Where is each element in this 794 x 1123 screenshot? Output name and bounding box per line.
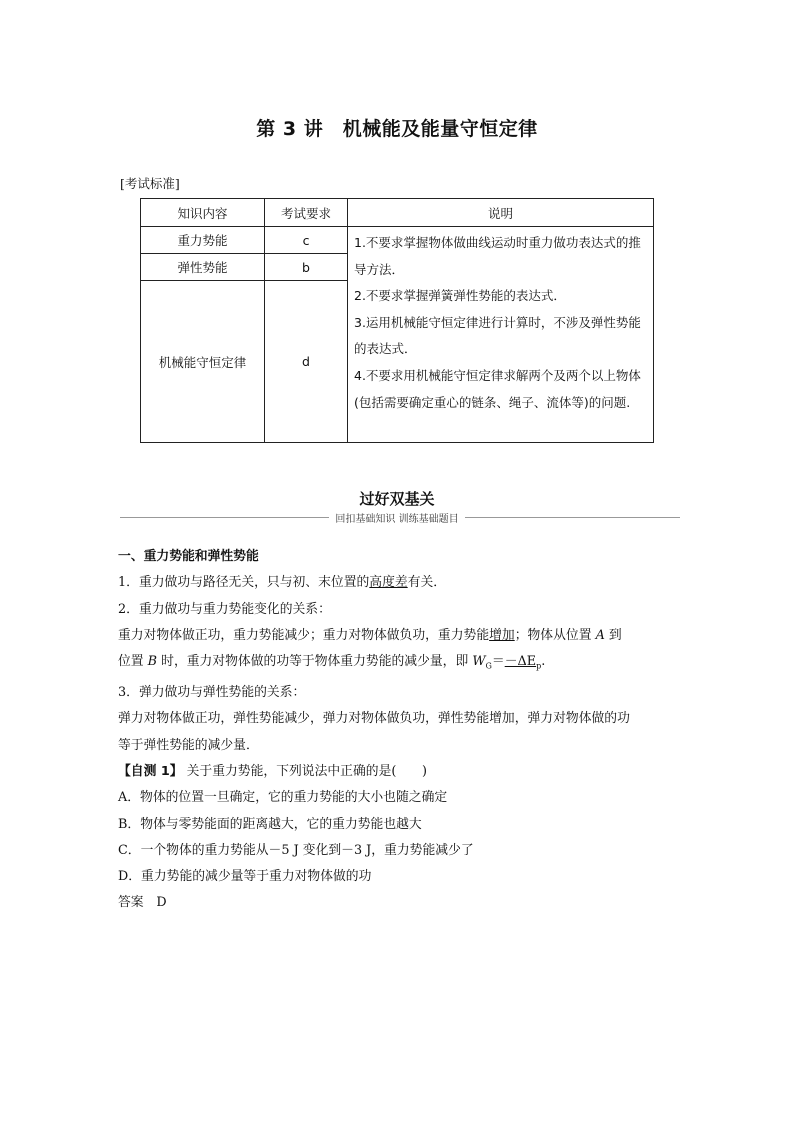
table-cell-level: c xyxy=(265,227,348,254)
exam-standard-label: [考试标准] xyxy=(120,176,180,191)
text-run: 时，重力对物体做的功等于物体重力势能的减少量，即 xyxy=(157,654,473,670)
exam-standard-table xyxy=(140,198,654,443)
table-cell-topic: 重力势能 xyxy=(141,227,265,254)
section-title: 过好双基关 xyxy=(359,490,435,508)
variable-W: W xyxy=(472,654,486,670)
text-run: 重力对物体做正功，重力势能减少；重力对物体做负功，重力势能 xyxy=(118,627,490,643)
underlined-answer: 高度差 xyxy=(369,575,408,591)
table-cell-level: d xyxy=(265,281,348,443)
content-body xyxy=(118,544,678,917)
text-run: ；物体从位置 xyxy=(514,627,596,643)
section-subtitle-text: 回扣基础知识 训练基础题目 xyxy=(329,514,464,525)
paragraph-6: 弹力对物体做正功，弹性势能减少，弹力对物体做负功，弹性势能增加，弹力对物体做的功 xyxy=(118,711,630,727)
paragraph-2: 2．重力做功与重力势能变化的关系： xyxy=(118,601,331,617)
equals-sign: ＝ xyxy=(491,654,505,670)
table-cell-notes xyxy=(348,227,654,443)
subscript-p: p xyxy=(536,661,542,671)
text-run: . xyxy=(541,654,546,670)
text-run: 1．重力做功与路径无关，只与初、末位置的 xyxy=(118,575,370,591)
note-item: 1.不要求掌握物体做曲线运动时重力做功表达式的推导方法． xyxy=(354,235,641,277)
note-item: 3.运用机械能守恒定律进行计算时，不涉及弹性势能的表达式． xyxy=(354,314,641,357)
paragraph-3 xyxy=(118,623,678,649)
question-text: 关于重力势能，下列说法中正确的是( ) xyxy=(182,763,427,779)
note-item: 4.不要求用机械能守恒定律求解两个及两个以上物体(包括需要确定重心的链条、绳子、流体等)的问题. xyxy=(354,367,641,410)
option-d: D．重力势能的减少量等于重力对物体做的功 xyxy=(118,869,372,885)
option-a: A．物体的位置一旦确定，它的重力势能的大小也随之确定 xyxy=(118,790,448,806)
paragraph-4 xyxy=(118,649,678,680)
text-run: 位置 xyxy=(118,654,148,670)
variable-B: B xyxy=(147,654,158,670)
answer-line: 答案 D xyxy=(118,895,167,911)
table-cell-level: b xyxy=(265,254,348,281)
table-header-row xyxy=(141,199,654,227)
page-title: 第 3 讲 机械能及能量守恒定律 xyxy=(256,118,538,140)
option-c: C．一个物体的重力势能从－5 J 变化到－3 J，重力势能减少了 xyxy=(118,842,474,858)
table-header-cell: 知识内容 xyxy=(141,199,265,227)
table-cell-topic: 弹性势能 xyxy=(141,254,265,281)
content-heading: 一、重力势能和弹性势能 xyxy=(118,549,259,564)
text-run: 到 xyxy=(604,627,622,643)
paragraph-7: 等于弹性势能的减少量． xyxy=(118,737,259,753)
self-test-question xyxy=(118,759,678,785)
self-test-label: 【自测 1】 xyxy=(118,763,183,779)
note-item: 2.不要求掌握弹簧弹性势能的表达式． xyxy=(354,288,566,304)
table-header-cell: 考试要求 xyxy=(265,199,348,227)
paragraph-5: 3．弹力做功与弹性势能的关系： xyxy=(118,685,306,701)
section-subtitle xyxy=(0,510,794,525)
text-run: 有关． xyxy=(407,575,447,591)
formula-delta-e: －ΔE xyxy=(504,654,537,670)
underlined-answer: 增加 xyxy=(489,627,515,643)
underlined-answer xyxy=(505,654,542,669)
table-row xyxy=(141,227,654,254)
paragraph-1 xyxy=(118,570,678,596)
table-cell-topic: 机械能守恒定律 xyxy=(141,281,265,443)
table-header-cell: 说明 xyxy=(348,199,654,227)
option-b: B．物体与零势能面的距离越大，它的重力势能也越大 xyxy=(118,816,422,832)
subscript-G: G xyxy=(485,661,492,671)
variable-A: A xyxy=(595,627,605,643)
